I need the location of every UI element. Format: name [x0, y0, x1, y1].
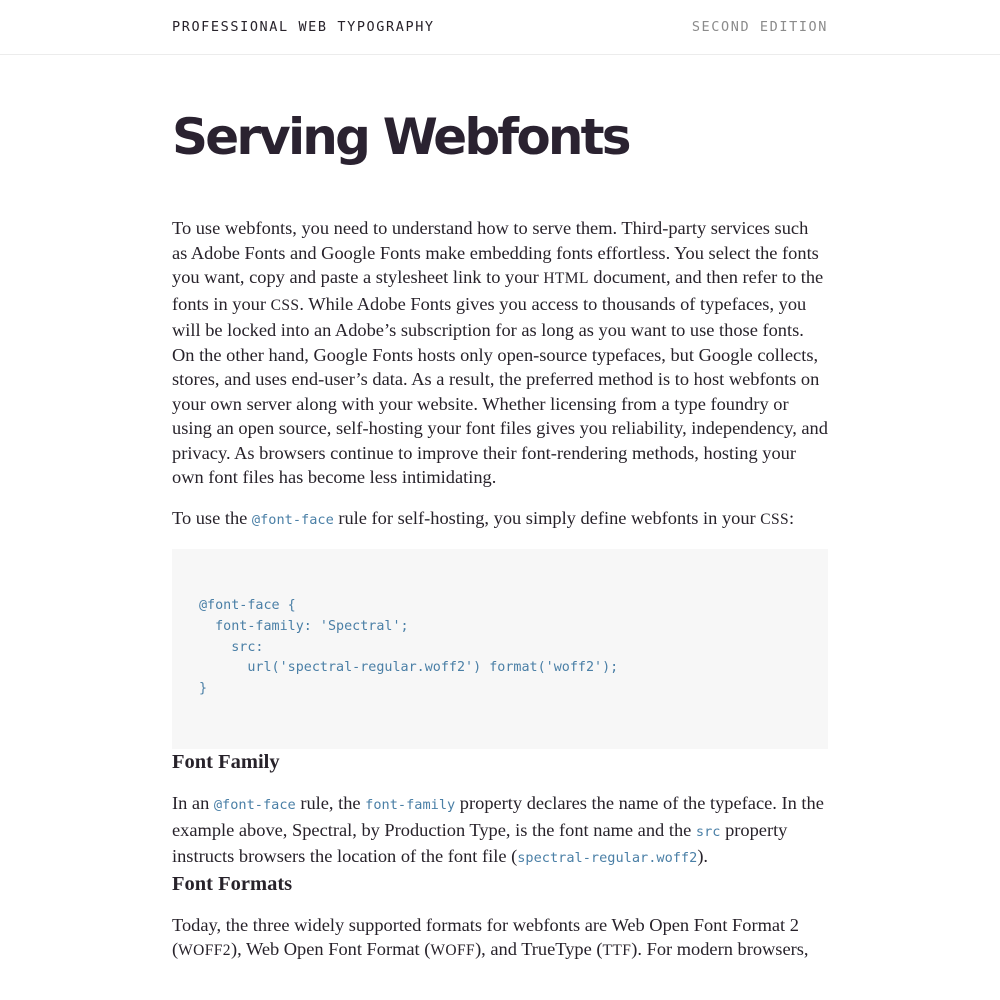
page-title: Serving Webfonts	[172, 108, 629, 166]
section-heading-font-formats: Font Formats	[172, 872, 293, 895]
woff-abbr: WOFF	[430, 942, 476, 959]
intro-text-1: To use webfonts, you need to understand how to serve them. Third-party services such as Adobe Fonts and Google Fonts make embedding fonts effortless. You select the fonts you want, copy and paste a stylesheet link to your	[172, 218, 819, 287]
lead-text-1: To use the	[172, 507, 252, 528]
ttf-abbr: TTF	[602, 942, 632, 959]
inline-code-src: src	[695, 823, 721, 840]
ff-text-1: In an	[172, 793, 214, 813]
lead-paragraph	[172, 506, 828, 533]
intro-text-2: document, and then refer to the fonts in your	[172, 267, 824, 314]
edition-label: SECOND EDITION	[691, 19, 828, 35]
code-line: src:	[199, 639, 264, 655]
fmt-text-2: ), Web Open Font Format (	[230, 939, 431, 959]
ff-text-2: rule, the	[295, 793, 366, 813]
inline-code-filename: spectral-regular.woff2	[517, 850, 698, 866]
fmt-text-4: ). For modern browsers,	[631, 939, 809, 959]
lead-text-3: :	[789, 507, 795, 528]
html-abbr: HTML	[543, 270, 589, 287]
intro-paragraph	[172, 216, 828, 490]
font-formats-paragraph	[172, 913, 828, 964]
top-bar	[0, 0, 1000, 55]
intro-text-3: . While Adobe Fonts gives you access to thousands of typefaces, you will be locked into an Adobe’s subscription for as long as you want to use those fonts. On the other hand, Google Fonts hosts only open-source typefaces, but Google collects, stores, and uses end-user’s data. As a result, the preferred method is to host webfonts on your own server along with your website. Whether licensing from a type foundry or using an open source, self-hosting your font files gives you reliability, independency, and privacy. As browsers continue to improve their font-rendering methods, hosting your own font files has become less intimidating.	[172, 293, 828, 487]
font-family-paragraph	[172, 791, 828, 871]
fmt-text-1: Today, the three widely supported formats for webfonts are Web Open Font Format 2 (	[172, 914, 799, 959]
fmt-text-3: ), and TrueType (	[475, 939, 603, 959]
inline-code-font-face: @font-face	[213, 797, 296, 813]
css-abbr: CSS	[270, 296, 300, 314]
code-line: }	[199, 681, 208, 697]
section-heading-font-family: Font Family	[172, 751, 280, 773]
ff-text-5: ).	[697, 846, 709, 866]
woff2-abbr: WOFF2	[178, 942, 231, 959]
lead-text-2: rule for self-hosting, you simply define webfonts in your	[333, 507, 761, 528]
code-line: font-family: 'Spectral';	[199, 618, 409, 634]
css-abbr: CSS	[760, 510, 790, 528]
ff-text-4: property instructs browsers the location of the font file (	[172, 819, 788, 866]
code-line: @font-face {	[199, 598, 296, 613]
inline-code-font-family: font-family	[365, 797, 456, 813]
inline-code-font-face: @font-face	[251, 511, 334, 528]
ff-text-3: property declares the name of the typeface. In the example above, Spectral, by Production Type, is the font name and the	[172, 793, 824, 840]
code-line: url('spectral-regular.woff2') format('woff2');	[199, 660, 619, 676]
article	[172, 106, 828, 964]
code-block	[172, 549, 828, 749]
book-title[interactable]: PROFESSIONAL WEB TYPOGRAPHY	[172, 19, 435, 35]
